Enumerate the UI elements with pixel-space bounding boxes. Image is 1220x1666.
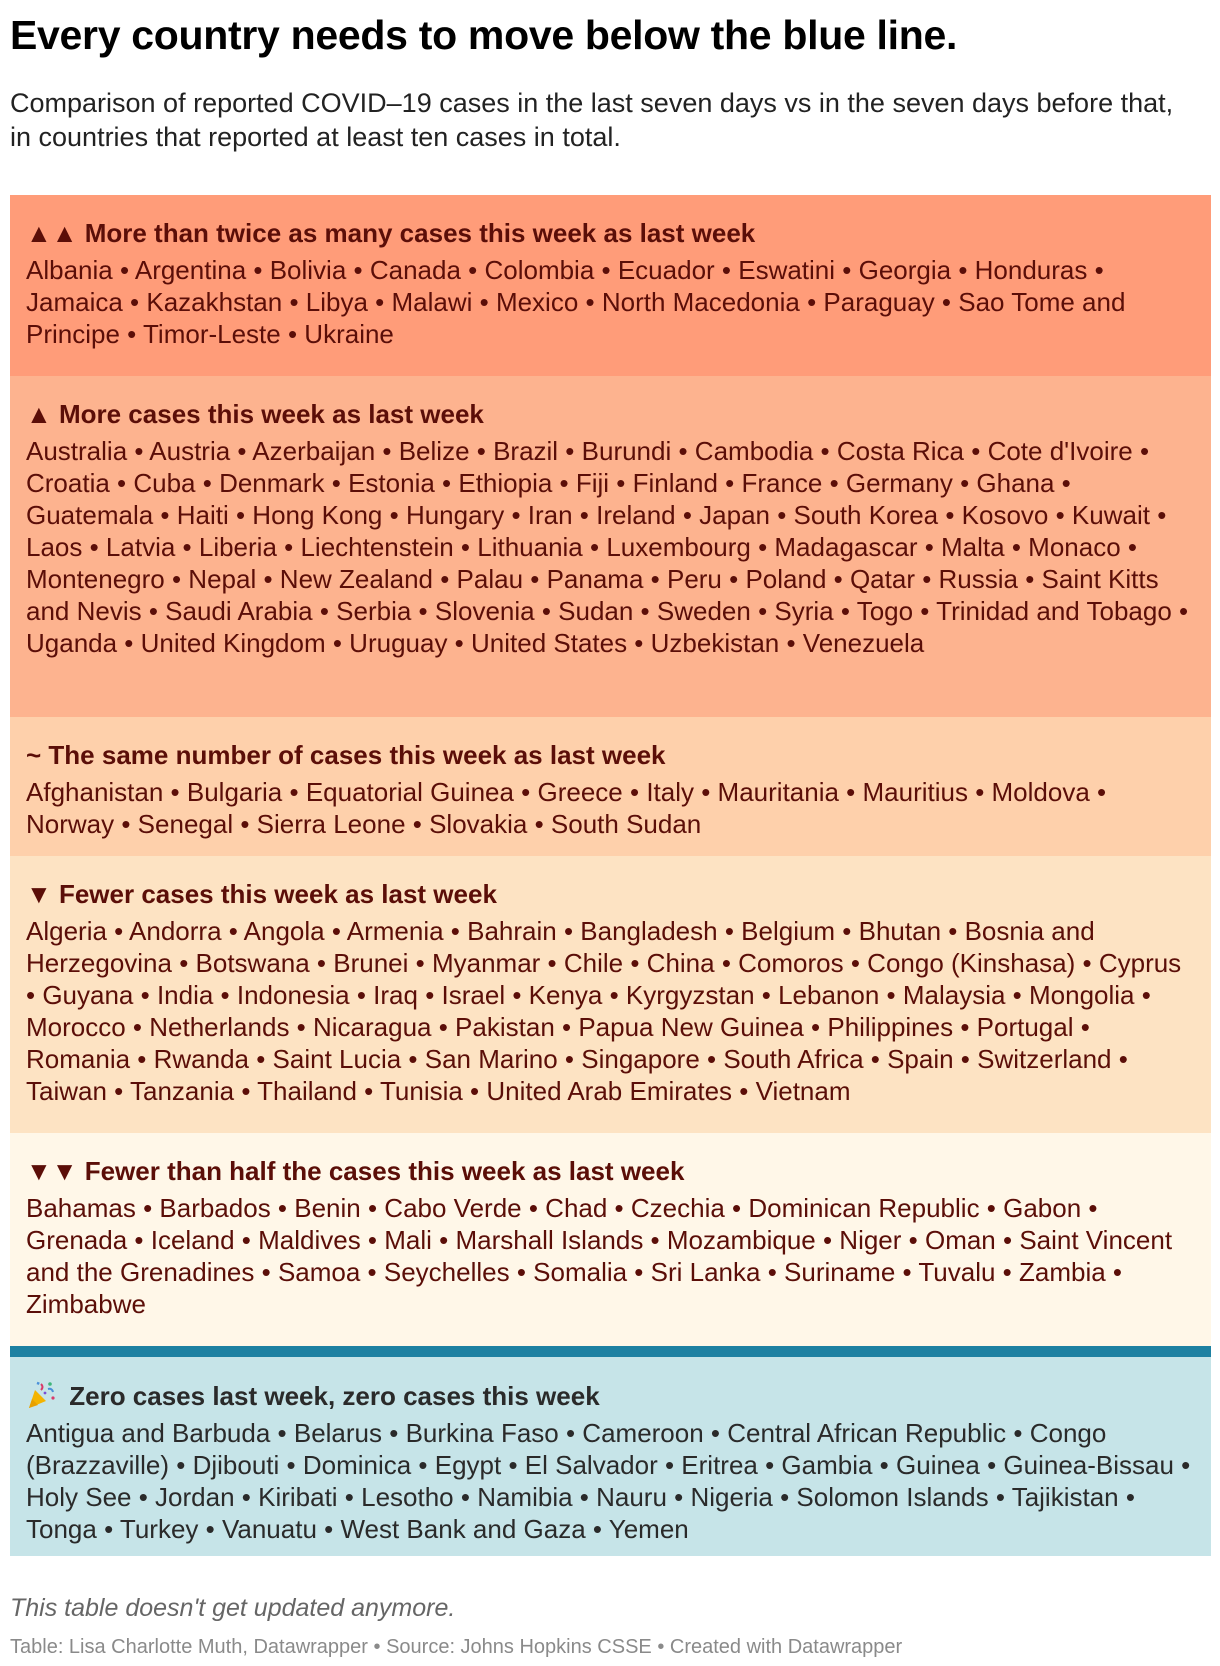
country-list: Australia • Austria • Azerbaijan • Belize • Brazil • Burundi • Cambodia • Costa Rica • Cote d'Ivoire • Croatia • Cuba • Denmark • Estonia • Ethiopia • Fiji • Finland • France • Germany • Ghana • Guatemala • Haiti • Hong Kong • Hungary • Iran • Ireland • Japan • South Korea • Kosovo • Kuwait • Laos • Latvia • Liberia • Liechtenstein • Lithuania • Luxembourg • Madagascar • Malta • Monaco • Montenegro • Nepal • New Zealand • Palau • Panama • Peru • Poland • Qatar • Russia • Saint Kitts and Nevis • Saudi Arabia • Serbia • Slovenia • Sudan • Sweden • Syria • Togo • Trinidad and Tobago • Uganda • United Kingdom • Uruguay • United States • Uzbekistan • Venezuela bbox=[26, 436, 1189, 658]
down-triangle-icon: ▼ bbox=[26, 879, 52, 909]
blue-line-divider bbox=[10, 1346, 1211, 1357]
row-heading-text: Fewer than half the cases this week as last week bbox=[84, 1156, 685, 1186]
country-list: Albania • Argentina • Bolivia • Canada • Colombia • Ecuador • Eswatini • Georgia • Honduras • Jamaica • Kazakhstan • Libya • Malawi • Mexico • North Macedonia • Paraguay • Sao Tome and Principe • Timor-Leste • Ukraine bbox=[26, 255, 1126, 349]
row-heading-text: Fewer cases this week as last week bbox=[58, 879, 497, 909]
row-more-cases bbox=[10, 376, 1211, 717]
row-heading-text: More cases this week as last week bbox=[58, 399, 484, 429]
row-heading bbox=[26, 739, 1197, 771]
party-popper-icon bbox=[26, 1380, 56, 1410]
row-heading-text: Zero cases last week, zero cases this week bbox=[69, 1381, 600, 1411]
row-heading bbox=[26, 878, 1197, 910]
row-fewer-than-half bbox=[10, 1133, 1211, 1346]
row-fewer-cases bbox=[10, 856, 1211, 1133]
country-list: Afghanistan • Bulgaria • Equatorial Guinea • Greece • Italy • Mauritania • Mauritius • Moldova • Norway • Senegal • Sierra Leone • Slovakia • South Sudan bbox=[26, 777, 1107, 839]
row-heading bbox=[26, 217, 1197, 249]
row-more-than-twice bbox=[10, 195, 1211, 376]
country-list: Antigua and Barbuda • Belarus • Burkina Faso • Cameroon • Central African Republic • Congo (Brazzaville) • Djibouti • Dominica • Egypt • El Salvador • Eritrea • Gambia • Guinea • Guinea-Bissau • Holy See • Jordan • Kiribati • Lesotho • Namibia • Nauru • Nigeria • Solomon Islands • Tajikistan • Tonga • Turkey • Vanuatu • West Bank and Gaza • Yemen bbox=[26, 1418, 1191, 1544]
country-table bbox=[10, 195, 1211, 1556]
page-title: Every country needs to move below the blue line. bbox=[10, 12, 958, 58]
page-subtitle: Comparison of reported COVID–19 cases in the last seven days vs in the seven days before that, in countries that reported at least ten cases in total. bbox=[10, 88, 1174, 152]
row-heading-text: More than twice as many cases this week as last week bbox=[84, 218, 756, 248]
country-list: Algeria • Andorra • Angola • Armenia • Bahrain • Bangladesh • Belgium • Bhutan • Bosnia and Herzegovina • Botswana • Brunei • Myanmar • Chile • China • Comoros • Congo (Kinshasa) • Cyprus • Guyana • India • Indonesia • Iraq • Israel • Kenya • Kyrgyzstan • Lebanon • Malaysia • Mongolia • Morocco • Netherlands • Nicaragua • Pakistan • Papua New Guinea • Philippines • Portugal • Romania • Rwanda • Saint Lucia • San Marino • Singapore • South Africa • Spain • Switzerland • Taiwan • Tanzania • Thailand • Tunisia • United Arab Emirates • Vietnam bbox=[26, 916, 1182, 1106]
double-up-triangle-icon: ▲▲ bbox=[26, 218, 78, 248]
row-heading bbox=[26, 1380, 1197, 1412]
row-heading bbox=[26, 1155, 1197, 1187]
source-credit: Table: Lisa Charlotte Muth, Datawrapper • Source: Johns Hopkins CSSE • Created with Datawrapper bbox=[10, 1636, 903, 1658]
row-same-cases bbox=[10, 717, 1211, 856]
tilde-icon: ~ bbox=[26, 740, 42, 770]
row-zero-cases bbox=[10, 1357, 1211, 1556]
double-down-triangle-icon: ▼▼ bbox=[26, 1156, 78, 1186]
up-triangle-icon: ▲ bbox=[26, 399, 52, 429]
update-note: This table doesn't get updated anymore. bbox=[10, 1594, 456, 1622]
row-heading-text: The same number of cases this week as last week bbox=[48, 740, 666, 770]
row-heading bbox=[26, 398, 1197, 430]
country-list: Bahamas • Barbados • Benin • Cabo Verde • Chad • Czechia • Dominican Republic • Gabon • Grenada • Iceland • Maldives • Mali • Marshall Islands • Mozambique • Niger • Oman • Saint Vincent and the Grenadines • Samoa • Seychelles • Somalia • Sri Lanka • Suriname • Tuvalu • Zambia • Zimbabwe bbox=[26, 1193, 1173, 1319]
